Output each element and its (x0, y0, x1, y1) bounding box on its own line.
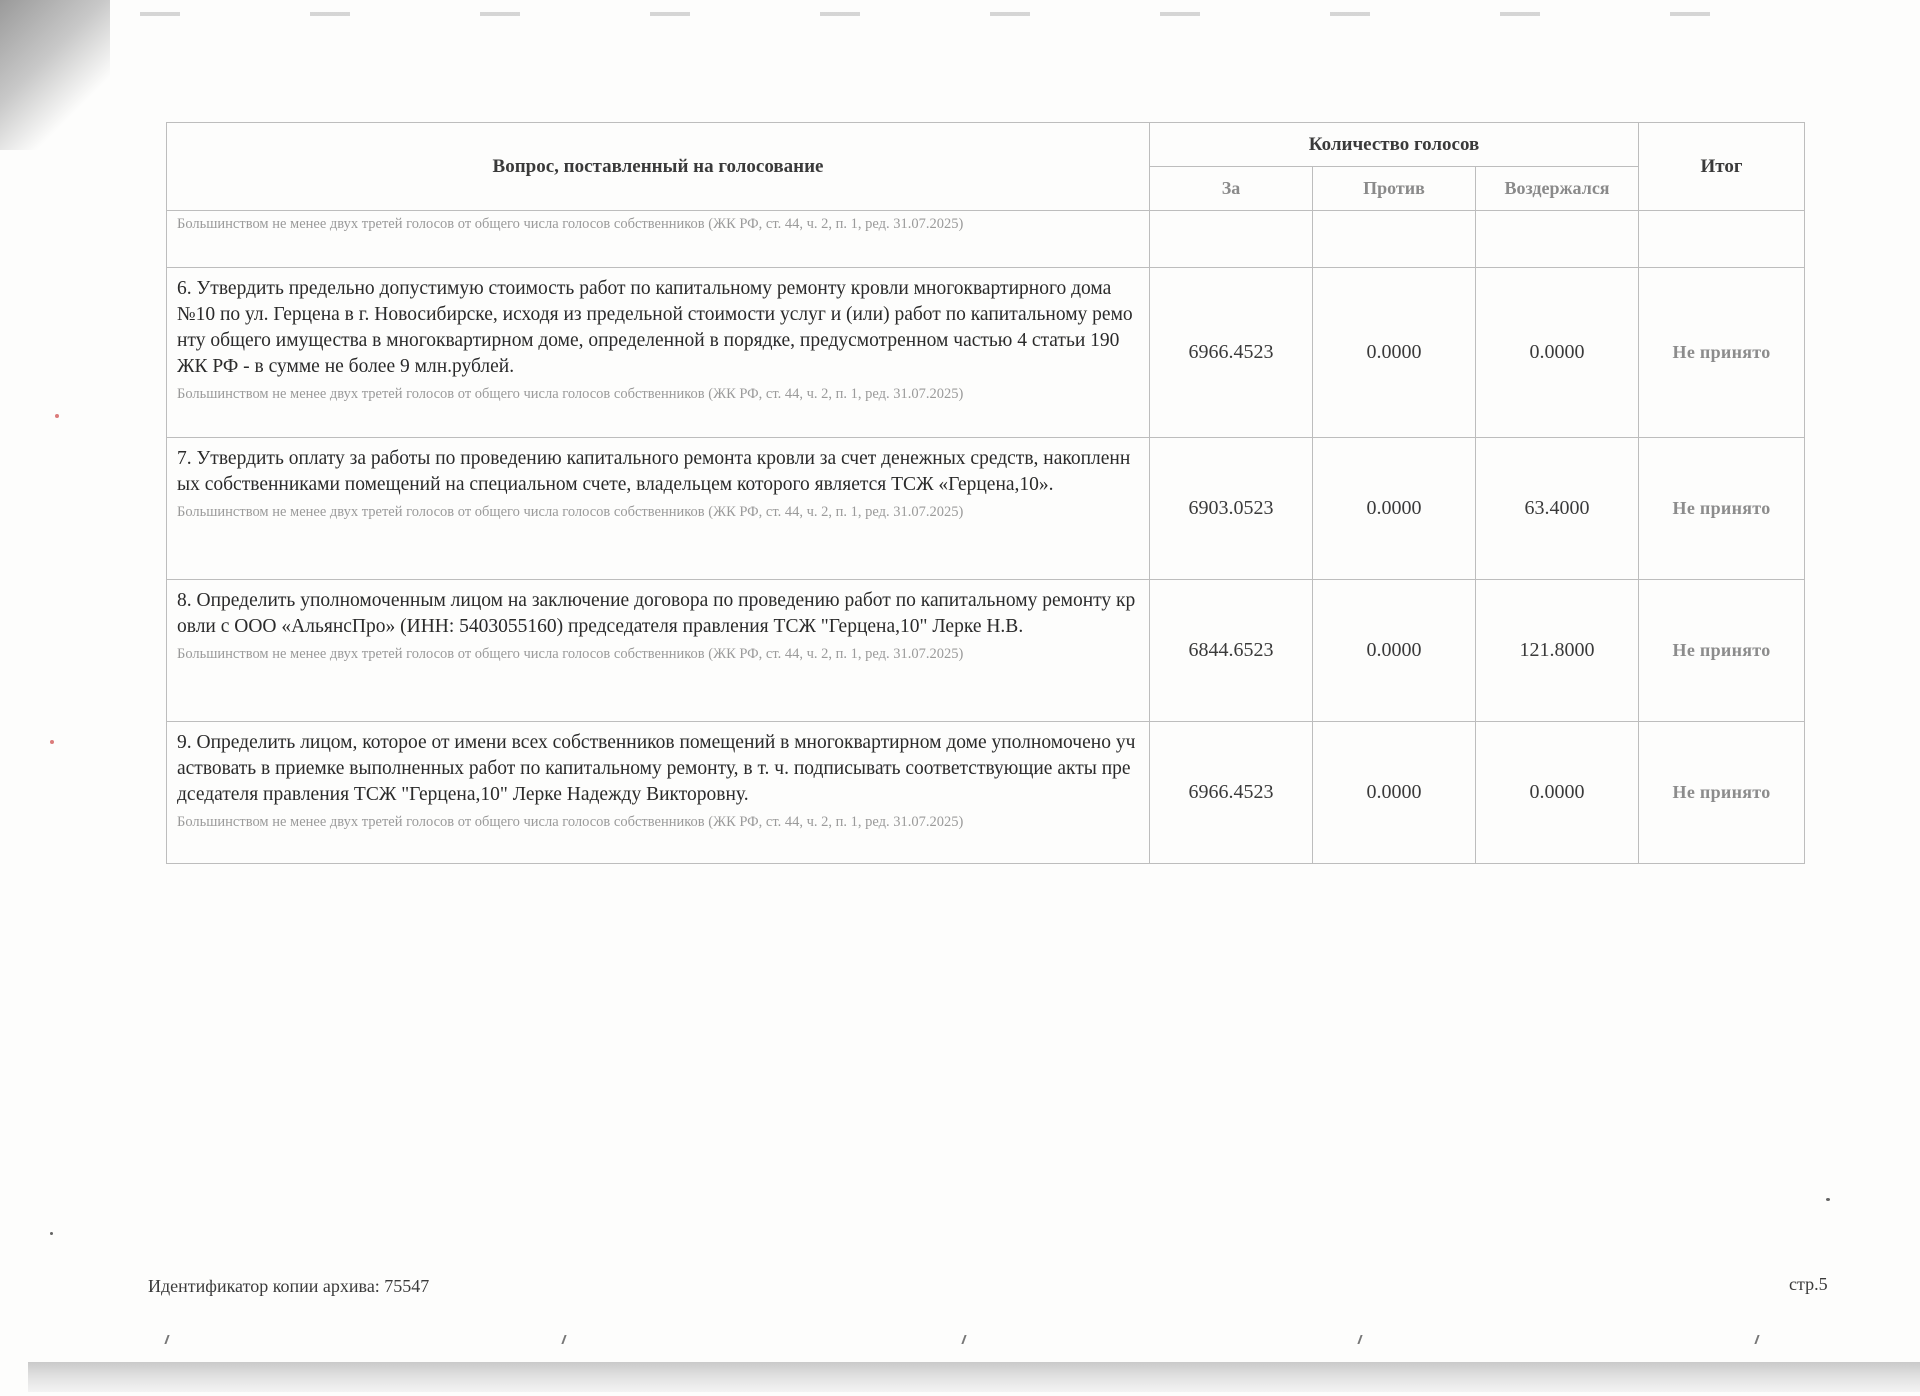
scan-tick (561, 1335, 566, 1344)
question-note: Большинством не менее двух третей голосов от общего числа голосов собственников (ЖК РФ, ст. 44, ч. 2, п. 1, ред. 31.07.2025) (177, 386, 964, 402)
votes-abstained: 63.4000 (1476, 438, 1639, 580)
votes-abstained: 121.8000 (1476, 580, 1639, 722)
scan-speck (1826, 1198, 1830, 1201)
scan-speck (50, 1232, 53, 1235)
header-vote-count: Количество голосов (1150, 123, 1639, 167)
scan-top-edge (140, 12, 1840, 16)
page-number: стр.5 (1789, 1274, 1828, 1294)
question-text: 7. Утвердить оплату за работы по проведению капитального ремонта кровли за счет денежных средств, накопленных собственниками помещений на специальном счете, владельцем которого является ТСЖ «Герцена,10». (177, 448, 1131, 495)
question-note: Большинством не менее двух третей голосов от общего числа голосов собственников (ЖК РФ, ст. 44, ч. 2, п. 1, ред. 31.07.2025) (177, 814, 964, 830)
votes-against: 0.0000 (1313, 580, 1476, 722)
question-text: 9. Определить лицом, которое от имени всех собственников помещений в многоквартирном доме уполномочено участвовать в приемке выполненных работ по капитальному ремонту, в т. ч. подписывать соответствующие акты председателя правления ТСЖ "Герцена,10" Лерке Надежду Викторовну. (177, 732, 1136, 805)
result-status: Не принято (1639, 438, 1805, 580)
votes-abstained: 0.0000 (1476, 268, 1639, 438)
table-row (167, 580, 1805, 722)
votes-against: 0.0000 (1313, 438, 1476, 580)
scan-corner-shadow (0, 0, 110, 150)
result-status: Не принято (1639, 268, 1805, 438)
table-row (167, 722, 1805, 864)
header-for: За (1150, 167, 1313, 211)
votes-for: 6903.0523 (1150, 438, 1313, 580)
scan-bottom-edge (28, 1362, 1920, 1392)
votes-for: 6966.4523 (1150, 722, 1313, 864)
votes-against: 0.0000 (1313, 268, 1476, 438)
scan-tick (961, 1335, 966, 1344)
header-question: Вопрос, поставленный на голосование (167, 123, 1150, 211)
votes-for: 6966.4523 (1150, 268, 1313, 438)
scan-tick (1357, 1335, 1362, 1344)
archive-copy-id: Идентификатор копии архива: 75547 (148, 1276, 430, 1296)
scan-tick (164, 1335, 169, 1344)
header-result: Итог (1639, 123, 1805, 211)
scan-speck (55, 414, 59, 418)
header-abstained: Воздержался (1476, 167, 1639, 211)
table-row-carryover (167, 211, 1805, 268)
scan-tick (1754, 1335, 1759, 1344)
question-note: Большинством не менее двух третей голосов от общего числа голосов собственников (ЖК РФ, ст. 44, ч. 2, п. 1, ред. 31.07.2025) (177, 646, 964, 662)
carryover-note: Большинством не менее двух третей голосов от общего числа голосов собственников (ЖК РФ, ст. 44, ч. 2, п. 1, ред. 31.07.2025) (177, 216, 964, 232)
header-against: Против (1313, 167, 1476, 211)
question-text: 8. Определить уполномоченным лицом на заключение договора по проведению работ по капитальному ремонту кровли с ООО «АльянсПро» (ИНН: 5403055160) председателя правления ТСЖ "Герцена,10" Лерке Н.В. (177, 590, 1136, 637)
result-status: Не принято (1639, 722, 1805, 864)
table-row (167, 268, 1805, 438)
votes-against: 0.0000 (1313, 722, 1476, 864)
votes-for: 6844.6523 (1150, 580, 1313, 722)
votes-abstained: 0.0000 (1476, 722, 1639, 864)
question-text: 6. Утвердить предельно допустимую стоимость работ по капитальному ремонту кровли многоквартирного дома №10 по ул. Герцена в г. Новосибирске, исходя из предельной стоимости услуг и (или) работ по капитальному ремонту общего имущества в многоквартирном доме, определенной в порядке, предусмотренном частью 4 статьи 190 ЖК РФ - в сумме не более 9 млн.рублей. (177, 278, 1133, 377)
question-note: Большинством не менее двух третей голосов от общего числа голосов собственников (ЖК РФ, ст. 44, ч. 2, п. 1, ред. 31.07.2025) (177, 504, 964, 520)
table-row (167, 438, 1805, 580)
voting-results-table (166, 122, 1805, 864)
result-status: Не принято (1639, 580, 1805, 722)
scan-speck (50, 740, 54, 744)
